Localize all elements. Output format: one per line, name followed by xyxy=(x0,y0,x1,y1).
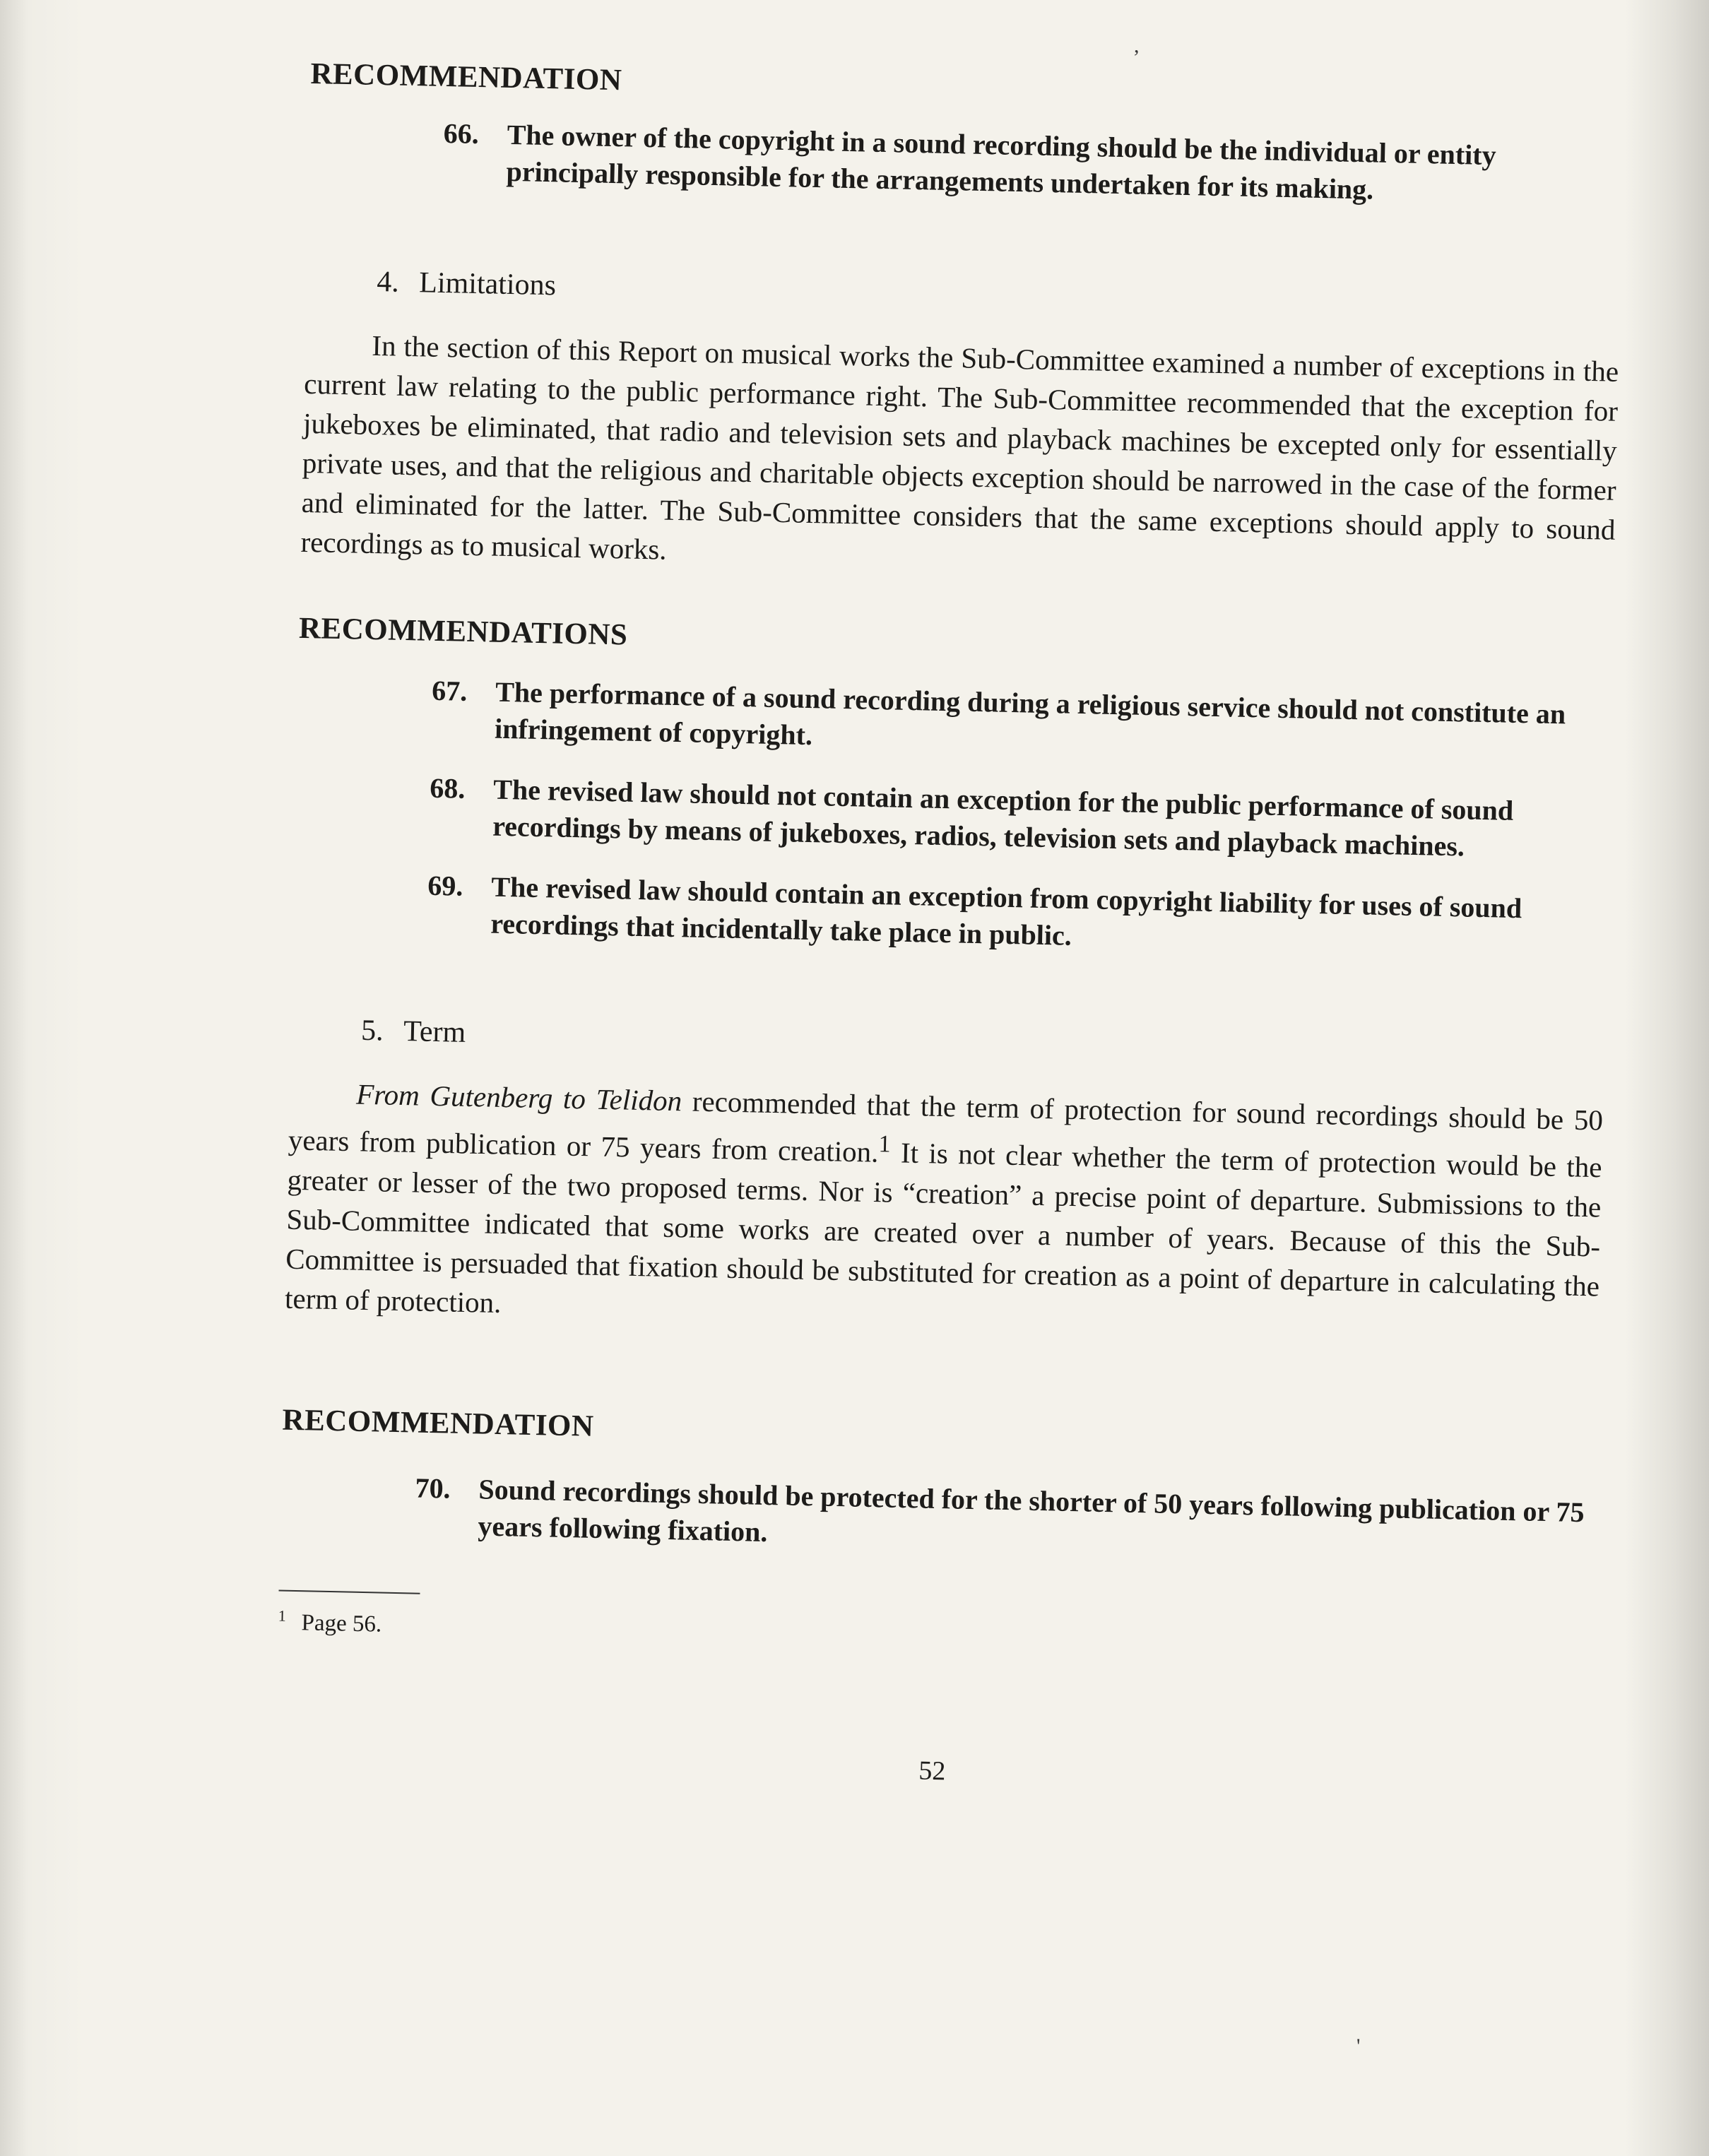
limitations-paragraph: In the section of this Report on musical works the Sub-Committee examined a number of exceptions in the current law relating to the public performance right. The Sub-Committee recommended that the exception for jukeboxes be eliminated, that radio and television sets and playback machines be excepted only for essentially private uses, and that the religious and charitable objects exception should be narrowed in the case of the former and eliminated for the latter. The Sub-Committee considers that the same exceptions should apply to sound recordings as to musical works. xyxy=(300,328,1619,566)
recommendation-number: 68. xyxy=(429,771,466,805)
recommendation-text: The revised law should not contain an exception for the public performance of sound recordings by means of jukeboxes, radios, television sets and playback machines. xyxy=(492,773,1514,863)
scan-mark: , xyxy=(1134,34,1140,57)
recommendation-number: 67. xyxy=(431,674,468,707)
recommendation-text: The revised law should contain an exception from copyright liability for uses of sound recordings that incidentally take place in public. xyxy=(490,870,1522,952)
section-title: Term xyxy=(403,1015,466,1049)
scan-mark: ' xyxy=(1356,2034,1361,2058)
section-number: 5. xyxy=(360,1014,384,1048)
page-number: 52 xyxy=(918,1755,946,1786)
report-title-italic: From Gutenberg to Telidon xyxy=(355,1077,682,1118)
section-title: Limitations xyxy=(418,266,557,302)
recommendations-heading: RECOMMENDATIONS xyxy=(298,611,628,652)
recommendation-number: 70. xyxy=(415,1471,451,1505)
recommendation-text: Sound recordings should be protected for the shorter of 50 years following publication or 75 years following fixation. xyxy=(478,1473,1585,1548)
section-number: 4. xyxy=(376,266,400,299)
recommendation-heading: RECOMMENDATION xyxy=(309,57,622,97)
recommendation-text: The owner of the copyright in a sound recording should be the individual or entity principally responsible for the arrangements undertaken for its making. xyxy=(506,118,1497,206)
footnote-text: Page 56. xyxy=(301,1609,382,1637)
term-text-part1: recommended that the term of protection for sound recordings should be 50 years from publication or 75 years from creation. xyxy=(288,1084,1604,1168)
page-content xyxy=(275,57,1624,1800)
recommendation-number: 69. xyxy=(427,869,463,902)
term-text-part2: It is not clear whether the term of protection would be the greater or lesser of the two proposed terms. Nor is “creation” a precise point of departure. Submissions to the Sub-Committee indicated that some works are created over a number of years. Because of this the Sub-Committee is persuaded that fixation should be substituted for creation as a point of departure in calculating the term of protection. xyxy=(284,1136,1602,1319)
recommendation-text: The performance of a sound recording during a religious service should not constitute an infringement of copyright. xyxy=(494,675,1566,752)
recommendation-heading: RECOMMENDATION xyxy=(282,1403,594,1443)
footnote-marker: 1 xyxy=(278,1606,287,1625)
term-paragraph xyxy=(285,1073,1604,1346)
recommendation-number: 66. xyxy=(443,117,480,150)
footnote-reference: 1 xyxy=(878,1131,892,1158)
